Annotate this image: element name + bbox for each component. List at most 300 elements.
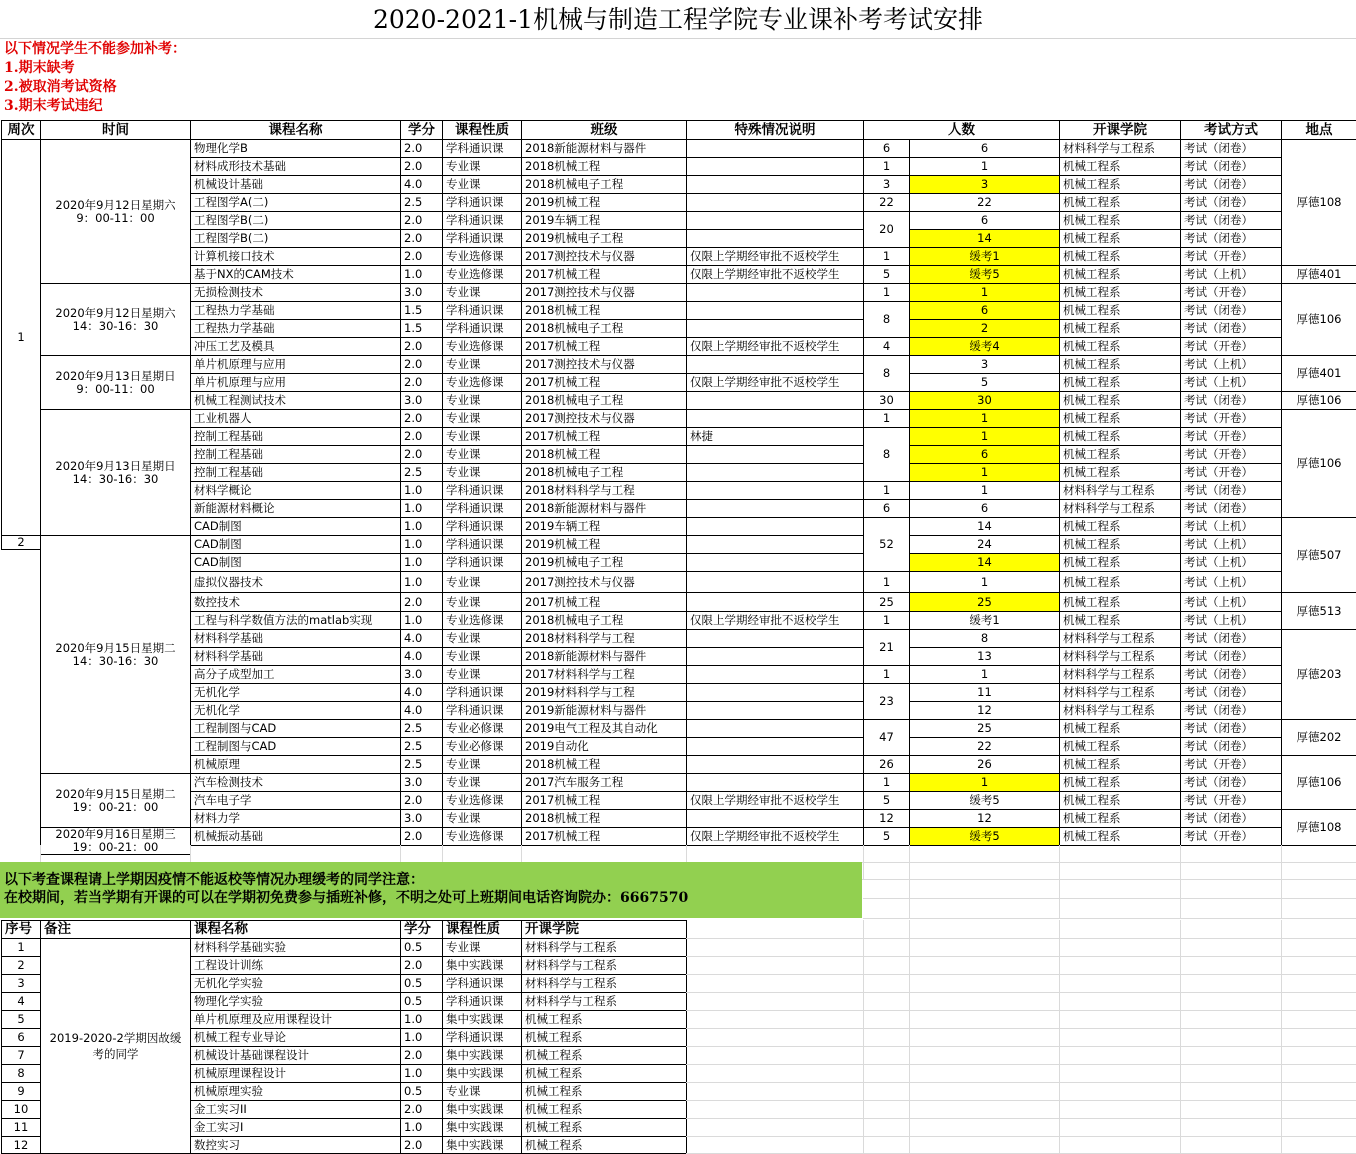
course-name-cell: 虚拟仪器技术 (190, 571, 401, 593)
total-count-cell: 1 (863, 157, 910, 176)
week-cell: 1 (1, 139, 41, 536)
exam-mode-cell: 考试（上机） (1180, 592, 1282, 612)
department-cell: 机械工程系 (1059, 211, 1181, 230)
empty-sheet-cell (1059, 974, 1181, 993)
count-cell: 24 (909, 535, 1060, 554)
course-name-cell: 机械工程测试技术 (190, 391, 401, 410)
department-cell: 机械工程系 (521, 1136, 687, 1154)
course-type-cell: 专业选修课 (442, 247, 522, 266)
empty-sheet-cell (863, 992, 910, 1011)
makeup-notice-line: 以下考查课程请上学期因疫情不能返校等情况办理缓考的同学注意： (4, 872, 424, 888)
page-title: 2020-2021-1机械与制造工程学院专业课补考考试安排 (0, 0, 1356, 39)
class-cell: 2017测控技术与仪器 (521, 355, 687, 374)
course-name-cell: 物理化学B (190, 139, 401, 158)
course-name-cell: 机械原理实验 (190, 1082, 401, 1101)
course-type-cell: 专业必修课 (442, 737, 522, 756)
total-count-cell: 3 (863, 175, 910, 194)
course-name-cell: 计算机接口技术 (190, 247, 401, 266)
notice-item: 3.期末考试违纪 (4, 98, 103, 114)
exam-mode-cell: 考试（闭卷） (1180, 499, 1282, 518)
exam-time-cell: 2020年9月13日星期日 9：00-11：00 (40, 355, 191, 410)
empty-sheet-cell (1059, 1136, 1181, 1154)
course-type-cell: 专业课 (442, 647, 522, 666)
course-name-cell: 单片机原理与应用 (190, 373, 401, 392)
class-cell: 2018机械工程 (521, 809, 687, 828)
empty-sheet-cell (1281, 1010, 1356, 1029)
department-cell: 材料科学与工程系 (1059, 647, 1181, 666)
count-cell: 8 (909, 629, 1060, 648)
empty-sheet-cell (1281, 1064, 1356, 1083)
empty-sheet-cell (686, 974, 864, 993)
empty-sheet-cell (686, 1100, 864, 1119)
special-note-cell (686, 229, 864, 248)
location-cell: 厚德108 (1281, 139, 1356, 266)
special-note-cell (686, 773, 864, 792)
course-type-cell: 集中实践课 (442, 1064, 522, 1083)
empty-sheet-cell (1281, 845, 1356, 863)
department-cell: 材料科学与工程系 (1059, 139, 1181, 158)
credit-cell: 4.0 (400, 701, 443, 720)
department-cell: 机械工程系 (1059, 301, 1181, 320)
class-cell: 2018机械工程 (521, 755, 687, 774)
course-name-cell: 数控技术 (190, 592, 401, 612)
exam-mode-cell: 考试（开卷） (1180, 283, 1282, 302)
special-note-cell (686, 719, 864, 738)
special-note-cell (686, 283, 864, 302)
exam2-header-cell: 课程性质 (442, 920, 522, 939)
course-name-cell: 金工实习I (190, 1118, 401, 1137)
class-cell: 2017测控技术与仪器 (521, 247, 687, 266)
empty-sheet-cell (1281, 956, 1356, 975)
class-cell: 2017测控技术与仪器 (521, 409, 687, 428)
total-count-cell: 1 (863, 283, 910, 302)
class-cell: 2017机械工程 (521, 373, 687, 392)
location-cell: 厚德202 (1281, 719, 1356, 756)
empty-sheet-cell (863, 1064, 910, 1083)
location-cell: 厚德401 (1281, 355, 1356, 392)
serial-cell: 6 (1, 1028, 41, 1047)
empty-sheet-cell (863, 938, 910, 957)
empty-sheet-cell (1059, 898, 1181, 919)
empty-sheet-cell (863, 1046, 910, 1065)
empty-sheet-cell (863, 974, 910, 993)
location-cell: 厚德507 (1281, 517, 1356, 593)
course-name-cell: 机械工程专业导论 (190, 1028, 401, 1047)
exam-mode-cell: 考试（闭卷） (1180, 175, 1282, 194)
notice-item: 1.期末缺考 (4, 60, 75, 76)
course-type-cell: 学科通识课 (442, 535, 522, 554)
course-type-cell: 专业课 (442, 409, 522, 428)
exam-time-cell: 2020年9月12日星期六 9：00-11：00 (40, 139, 191, 284)
count-cell: 25 (909, 592, 1060, 612)
serial-cell: 8 (1, 1064, 41, 1083)
special-note-cell (686, 409, 864, 428)
exam-time-cell: 2020年9月15日星期二 14：30-16：30 (40, 535, 191, 774)
total-count-cell: 8 (863, 355, 910, 392)
credit-cell: 2.0 (400, 1136, 443, 1154)
empty-sheet-cell (1180, 1028, 1282, 1047)
count-cell: 3 (909, 175, 1060, 194)
course-type-cell: 学科通识课 (442, 139, 522, 158)
class-cell: 2019机械电子工程 (521, 553, 687, 572)
empty-sheet-cell (686, 956, 864, 975)
exam-time-cell: 2020年9月13日星期日 14：30-16：30 (40, 409, 191, 536)
exam-mode-cell: 考试（开卷） (1180, 755, 1282, 774)
total-count-cell: 1 (863, 773, 910, 792)
course-name-cell: 材料成形技术基础 (190, 157, 401, 176)
department-cell: 机械工程系 (1059, 355, 1181, 374)
course-type-cell: 专业课 (442, 391, 522, 410)
special-note-cell (686, 517, 864, 536)
count-cell: 6 (909, 301, 1060, 320)
class-cell: 2019机械电子工程 (521, 229, 687, 248)
schedule-header-cell: 课程名称 (190, 120, 401, 140)
special-note-cell: 仅限上学期经审批不返校学生 (686, 247, 864, 266)
exam-mode-cell: 考试（闭卷） (1180, 701, 1282, 720)
credit-cell: 2.0 (400, 956, 443, 975)
course-name-cell: 单片机原理与应用 (190, 355, 401, 374)
course-name-cell: 无机化学 (190, 701, 401, 720)
course-type-cell: 学科通识课 (442, 701, 522, 720)
course-type-cell: 专业选修课 (442, 373, 522, 392)
empty-sheet-cell (442, 845, 522, 863)
course-type-cell: 专业课 (442, 1082, 522, 1101)
department-cell: 机械工程系 (1059, 319, 1181, 338)
count-cell: 26 (909, 755, 1060, 774)
empty-sheet-cell (909, 898, 1060, 919)
empty-sheet-cell (1180, 1064, 1282, 1083)
department-cell: 机械工程系 (1059, 611, 1181, 630)
total-count-cell: 21 (863, 629, 910, 666)
course-name-cell: 工程热力学基础 (190, 301, 401, 320)
credit-cell: 1.0 (400, 1010, 443, 1029)
serial-cell: 12 (1, 1136, 41, 1154)
empty-sheet-cell (1281, 879, 1356, 899)
empty-sheet-cell (863, 1136, 910, 1154)
exam-time-cell: 2020年9月12日星期六 14：30-16：30 (40, 283, 191, 356)
empty-sheet-cell (1059, 1100, 1181, 1119)
class-cell: 2018机械电子工程 (521, 463, 687, 482)
count-cell: 6 (909, 499, 1060, 518)
count-cell: 3 (909, 355, 1060, 374)
department-cell: 机械工程系 (1059, 283, 1181, 302)
empty-sheet-cell (863, 956, 910, 975)
course-type-cell: 学科通识课 (442, 553, 522, 572)
schedule-header-cell: 课程性质 (442, 120, 522, 140)
empty-sheet-cell (1059, 1028, 1181, 1047)
empty-sheet-cell (863, 1100, 910, 1119)
course-name-cell: 工程制图与CAD (190, 719, 401, 738)
empty-sheet-cell (1180, 1136, 1282, 1154)
exam-mode-cell: 考试（开卷） (1180, 337, 1282, 356)
course-type-cell: 专业课 (442, 773, 522, 792)
department-cell: 机械工程系 (1059, 809, 1181, 828)
department-cell: 机械工程系 (521, 1010, 687, 1029)
schedule-header-cell: 特殊情况说明 (686, 120, 864, 140)
credit-cell: 3.0 (400, 773, 443, 792)
empty-sheet-cell (1281, 1028, 1356, 1047)
course-name-cell: 工程图学B(二) (190, 229, 401, 248)
empty-sheet-cell (909, 992, 1060, 1011)
department-cell: 机械工程系 (1059, 517, 1181, 536)
exam-mode-cell: 考试（闭卷） (1180, 629, 1282, 648)
course-name-cell: 控制工程基础 (190, 463, 401, 482)
credit-cell: 4.0 (400, 683, 443, 702)
empty-sheet-cell (909, 938, 1060, 957)
department-cell: 材料科学与工程系 (1059, 701, 1181, 720)
class-cell: 2018机械工程 (521, 445, 687, 464)
empty-sheet-cell (1059, 1118, 1181, 1137)
count-cell: 6 (909, 211, 1060, 230)
class-cell: 2018机械工程 (521, 301, 687, 320)
empty-sheet-cell (686, 1118, 864, 1137)
credit-cell: 1.0 (400, 1064, 443, 1083)
special-note-cell: 仅限上学期经审批不返校学生 (686, 373, 864, 392)
credit-cell: 2.0 (400, 139, 443, 158)
special-note-cell (686, 535, 864, 554)
total-count-cell: 47 (863, 719, 910, 756)
exam2-header-cell: 学分 (400, 920, 443, 939)
department-cell: 机械工程系 (1059, 229, 1181, 248)
total-count-cell: 1 (863, 409, 910, 428)
class-cell: 2017测控技术与仪器 (521, 283, 687, 302)
course-type-cell: 学科通识课 (442, 229, 522, 248)
course-type-cell: 集中实践课 (442, 1010, 522, 1029)
department-cell: 材料科学与工程系 (1059, 481, 1181, 500)
schedule-header-cell: 班级 (521, 120, 687, 140)
credit-cell: 2.5 (400, 737, 443, 756)
course-name-cell: 无机化学实验 (190, 974, 401, 993)
count-cell: 30 (909, 391, 1060, 410)
credit-cell: 0.5 (400, 1082, 443, 1101)
exam-mode-cell: 考试（闭卷） (1180, 737, 1282, 756)
exam-mode-cell: 考试（闭卷） (1180, 665, 1282, 684)
empty-sheet-cell (1180, 862, 1282, 880)
department-cell: 机械工程系 (1059, 247, 1181, 266)
department-cell: 机械工程系 (1059, 592, 1181, 612)
special-note-cell (686, 737, 864, 756)
credit-cell: 1.0 (400, 481, 443, 500)
total-count-cell: 23 (863, 683, 910, 720)
course-name-cell: 机械原理课程设计 (190, 1064, 401, 1083)
exam-mode-cell: 考试（上机） (1180, 265, 1282, 284)
credit-cell: 3.0 (400, 283, 443, 302)
class-cell: 2017机械工程 (521, 592, 687, 612)
class-cell: 2019机械工程 (521, 535, 687, 554)
empty-sheet-cell (909, 974, 1060, 993)
serial-cell: 7 (1, 1046, 41, 1065)
count-cell: 缓考5 (909, 827, 1060, 846)
department-cell: 材料科学与工程系 (521, 992, 687, 1011)
course-type-cell: 专业课 (442, 571, 522, 593)
count-cell: 12 (909, 701, 1060, 720)
exam-mode-cell: 考试（开卷） (1180, 445, 1282, 464)
special-note-cell (686, 571, 864, 593)
empty-sheet-cell (1059, 1064, 1181, 1083)
empty-sheet-cell (863, 1028, 910, 1047)
empty-sheet-cell (1281, 1100, 1356, 1119)
exam-mode-cell: 考试（闭卷） (1180, 481, 1282, 500)
credit-cell: 1.0 (400, 571, 443, 593)
schedule-header-cell: 周次 (1, 120, 41, 140)
total-count-cell: 5 (863, 791, 910, 810)
course-type-cell: 学科通识课 (442, 301, 522, 320)
credit-cell: 2.0 (400, 445, 443, 464)
credit-cell: 2.0 (400, 1100, 443, 1119)
notice-heading: 以下情况学生不能参加补考： (4, 41, 186, 57)
makeup-notice-line: 在校期间，若当学期有开课的可以在学期初免费参与插班补修，不明之处可上班期间电话咨询院办：6667570 (4, 890, 689, 906)
empty-sheet-cell (1059, 920, 1181, 939)
exam-mode-cell: 考试（开卷） (1180, 247, 1282, 266)
course-type-cell: 专业课 (442, 665, 522, 684)
special-note-cell: 仅限上学期经审批不返校学生 (686, 827, 864, 846)
department-cell: 机械工程系 (521, 1118, 687, 1137)
department-cell: 材料科学与工程系 (521, 974, 687, 993)
empty-sheet-cell (1180, 1100, 1282, 1119)
count-cell: 1 (909, 773, 1060, 792)
empty-sheet-cell (863, 845, 910, 863)
empty-sheet-cell (686, 845, 864, 863)
credit-cell: 2.5 (400, 193, 443, 212)
count-cell: 11 (909, 683, 1060, 702)
empty-sheet-cell (909, 1028, 1060, 1047)
special-note-cell (686, 809, 864, 828)
count-cell: 2 (909, 319, 1060, 338)
credit-cell: 2.5 (400, 719, 443, 738)
department-cell: 机械工程系 (1059, 737, 1181, 756)
serial-cell: 10 (1, 1100, 41, 1119)
serial-cell: 2 (1, 956, 41, 975)
empty-sheet-cell (40, 845, 191, 863)
empty-sheet-cell (686, 1046, 864, 1065)
class-cell: 2017机械工程 (521, 265, 687, 284)
credit-cell: 2.0 (400, 409, 443, 428)
course-type-cell: 专业课 (442, 175, 522, 194)
notice-item: 2.被取消考试资格 (4, 79, 117, 95)
exam-mode-cell: 考试（闭卷） (1180, 229, 1282, 248)
empty-sheet-cell (863, 879, 910, 899)
course-name-cell: 材料科学基础 (190, 629, 401, 648)
special-note-cell: 仅限上学期经审批不返校学生 (686, 337, 864, 356)
special-note-cell (686, 193, 864, 212)
course-type-cell: 集中实践课 (442, 1136, 522, 1154)
total-count-cell: 25 (863, 592, 910, 612)
class-cell: 2018新能源材料与器件 (521, 139, 687, 158)
empty-sheet-cell (1180, 956, 1282, 975)
empty-sheet-cell (686, 1028, 864, 1047)
count-cell: 缓考5 (909, 791, 1060, 810)
exam-mode-cell: 考试（闭卷） (1180, 809, 1282, 828)
department-cell: 机械工程系 (1059, 445, 1181, 464)
department-cell: 机械工程系 (1059, 391, 1181, 410)
total-count-cell: 8 (863, 301, 910, 338)
serial-cell: 1 (1, 938, 41, 957)
course-name-cell: 工程与科学数值方法的matlab实现 (190, 611, 401, 630)
makeup-notice-banner (0, 862, 862, 918)
empty-sheet-cell (909, 879, 1060, 899)
credit-cell: 1.0 (400, 517, 443, 536)
department-cell: 机械工程系 (521, 1082, 687, 1101)
count-cell: 1 (909, 571, 1060, 593)
course-type-cell: 专业必修课 (442, 719, 522, 738)
course-name-cell: 工业机器人 (190, 409, 401, 428)
empty-sheet-cell (1180, 879, 1282, 899)
exam-mode-cell: 考试（闭卷） (1180, 773, 1282, 792)
empty-sheet-cell (909, 956, 1060, 975)
credit-cell: 2.0 (400, 1046, 443, 1065)
empty-sheet-cell (1, 845, 41, 863)
class-cell: 2017机械工程 (521, 791, 687, 810)
empty-sheet-cell (686, 1136, 864, 1154)
exam-mode-cell: 考试（开卷） (1180, 427, 1282, 446)
empty-sheet-cell (686, 920, 864, 939)
class-cell: 2019车辆工程 (521, 211, 687, 230)
exam2-header-cell: 课程名称 (190, 920, 401, 939)
empty-sheet-cell (1059, 938, 1181, 957)
credit-cell: 2.0 (400, 211, 443, 230)
exam-mode-cell: 考试（开卷） (1180, 827, 1282, 846)
empty-sheet-cell (686, 938, 864, 957)
total-count-cell: 6 (863, 139, 910, 158)
department-cell: 机械工程系 (1059, 265, 1181, 284)
credit-cell: 1.0 (400, 1028, 443, 1047)
count-cell: 14 (909, 553, 1060, 572)
course-name-cell: 物理化学实验 (190, 992, 401, 1011)
department-cell: 机械工程系 (1059, 175, 1181, 194)
credit-cell: 2.0 (400, 229, 443, 248)
empty-sheet-cell (1180, 1046, 1282, 1065)
count-cell: 25 (909, 719, 1060, 738)
special-note-cell (686, 301, 864, 320)
serial-cell: 3 (1, 974, 41, 993)
course-name-cell: 工程制图与CAD (190, 737, 401, 756)
class-cell: 2018机械电子工程 (521, 175, 687, 194)
count-cell: 1 (909, 283, 1060, 302)
course-type-cell: 学科通识课 (442, 683, 522, 702)
credit-cell: 2.0 (400, 337, 443, 356)
credit-cell: 0.5 (400, 938, 443, 957)
empty-sheet-cell (1180, 920, 1282, 939)
total-count-cell: 4 (863, 337, 910, 356)
empty-sheet-cell (1180, 992, 1282, 1011)
course-type-cell: 学科通识课 (442, 499, 522, 518)
department-cell: 材料科学与工程系 (1059, 665, 1181, 684)
course-name-cell: CAD制图 (190, 535, 401, 554)
credit-cell: 2.0 (400, 247, 443, 266)
course-type-cell: 学科通识课 (442, 481, 522, 500)
class-cell: 2017汽车服务工程 (521, 773, 687, 792)
empty-sheet-cell (909, 845, 1060, 863)
serial-cell: 4 (1, 992, 41, 1011)
course-type-cell: 专业课 (442, 809, 522, 828)
course-name-cell: 金工实习II (190, 1100, 401, 1119)
class-cell: 2018新能源材料与器件 (521, 499, 687, 518)
class-cell: 2019车辆工程 (521, 517, 687, 536)
empty-sheet-cell (1180, 974, 1282, 993)
class-cell: 2019新能源材料与器件 (521, 701, 687, 720)
location-cell: 厚德106 (1281, 391, 1356, 410)
empty-sheet-cell (521, 845, 687, 863)
schedule-header-cell: 学分 (400, 120, 443, 140)
course-name-cell: 新能源材料概论 (190, 499, 401, 518)
course-name-cell: 无损检测技术 (190, 283, 401, 302)
course-type-cell: 专业选修课 (442, 611, 522, 630)
course-type-cell: 集中实践课 (442, 956, 522, 975)
count-cell: 5 (909, 373, 1060, 392)
serial-cell: 9 (1, 1082, 41, 1101)
class-cell: 2017测控技术与仪器 (521, 571, 687, 593)
empty-sheet-cell (1180, 1010, 1282, 1029)
